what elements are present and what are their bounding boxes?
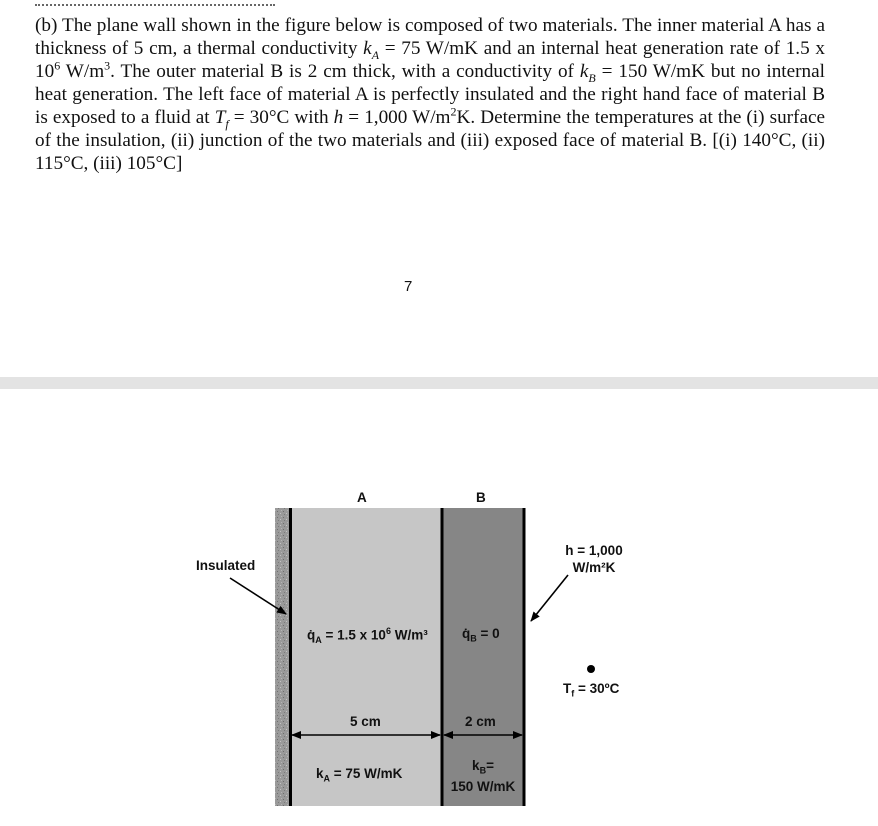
page-number: 7 <box>404 278 413 295</box>
label-material-b: B <box>476 490 486 505</box>
material-a-block <box>290 508 442 806</box>
label-generation-b: $q̇_B = 0$ <box>462 626 500 644</box>
problem-statement: (b) The plane wall shown in the figure below is composed of two materials. The inner material A has a thickness of 5 cm, a thermal conductivity $k_A = 75$ W/mK and an internal heat generation rate of 1.5 x $10^6$ $W/m^3$. The outer material B is 2 cm thick, with a conductivity of $k_B = 150$ W/mK but no internal heat generation. The left face of material A is perfectly insulated and the right hand face of material B is exposed to a fluid at $T_f = 30^\circ C$ with h = 1,000 $W/m^2K$. Determine the temperatures at the (i) surface of the insulation, (ii) junction of the two materials and (iii) exposed face of material B. [(i) 140°C, (ii) 115°C, (iii) 105°C] <box>35 15 825 174</box>
label-thickness-b: 2 cm <box>465 714 496 729</box>
label-insulated: Insulated <box>196 558 256 573</box>
insulation-layer <box>275 508 290 806</box>
label-material-a: A <box>357 490 367 505</box>
label-generation-a: $q̇_A = 1.5$ x $10^6$ W/m³ <box>307 626 428 646</box>
label-conductivity-a: $k_A = 75$ W/mK <box>316 766 403 784</box>
convection-pointer-arrow <box>531 575 568 621</box>
fluid-point-marker <box>587 665 595 673</box>
label-fluid-temperature: $T_f$ = 30ºC <box>563 681 620 699</box>
label-conductivity-b: $k_B=$ 150 W/mK <box>450 758 516 794</box>
label-thickness-a: 5 cm <box>350 714 381 729</box>
label-heat-transfer-coefficient: h = 1,000 W/m²K <box>565 543 623 575</box>
